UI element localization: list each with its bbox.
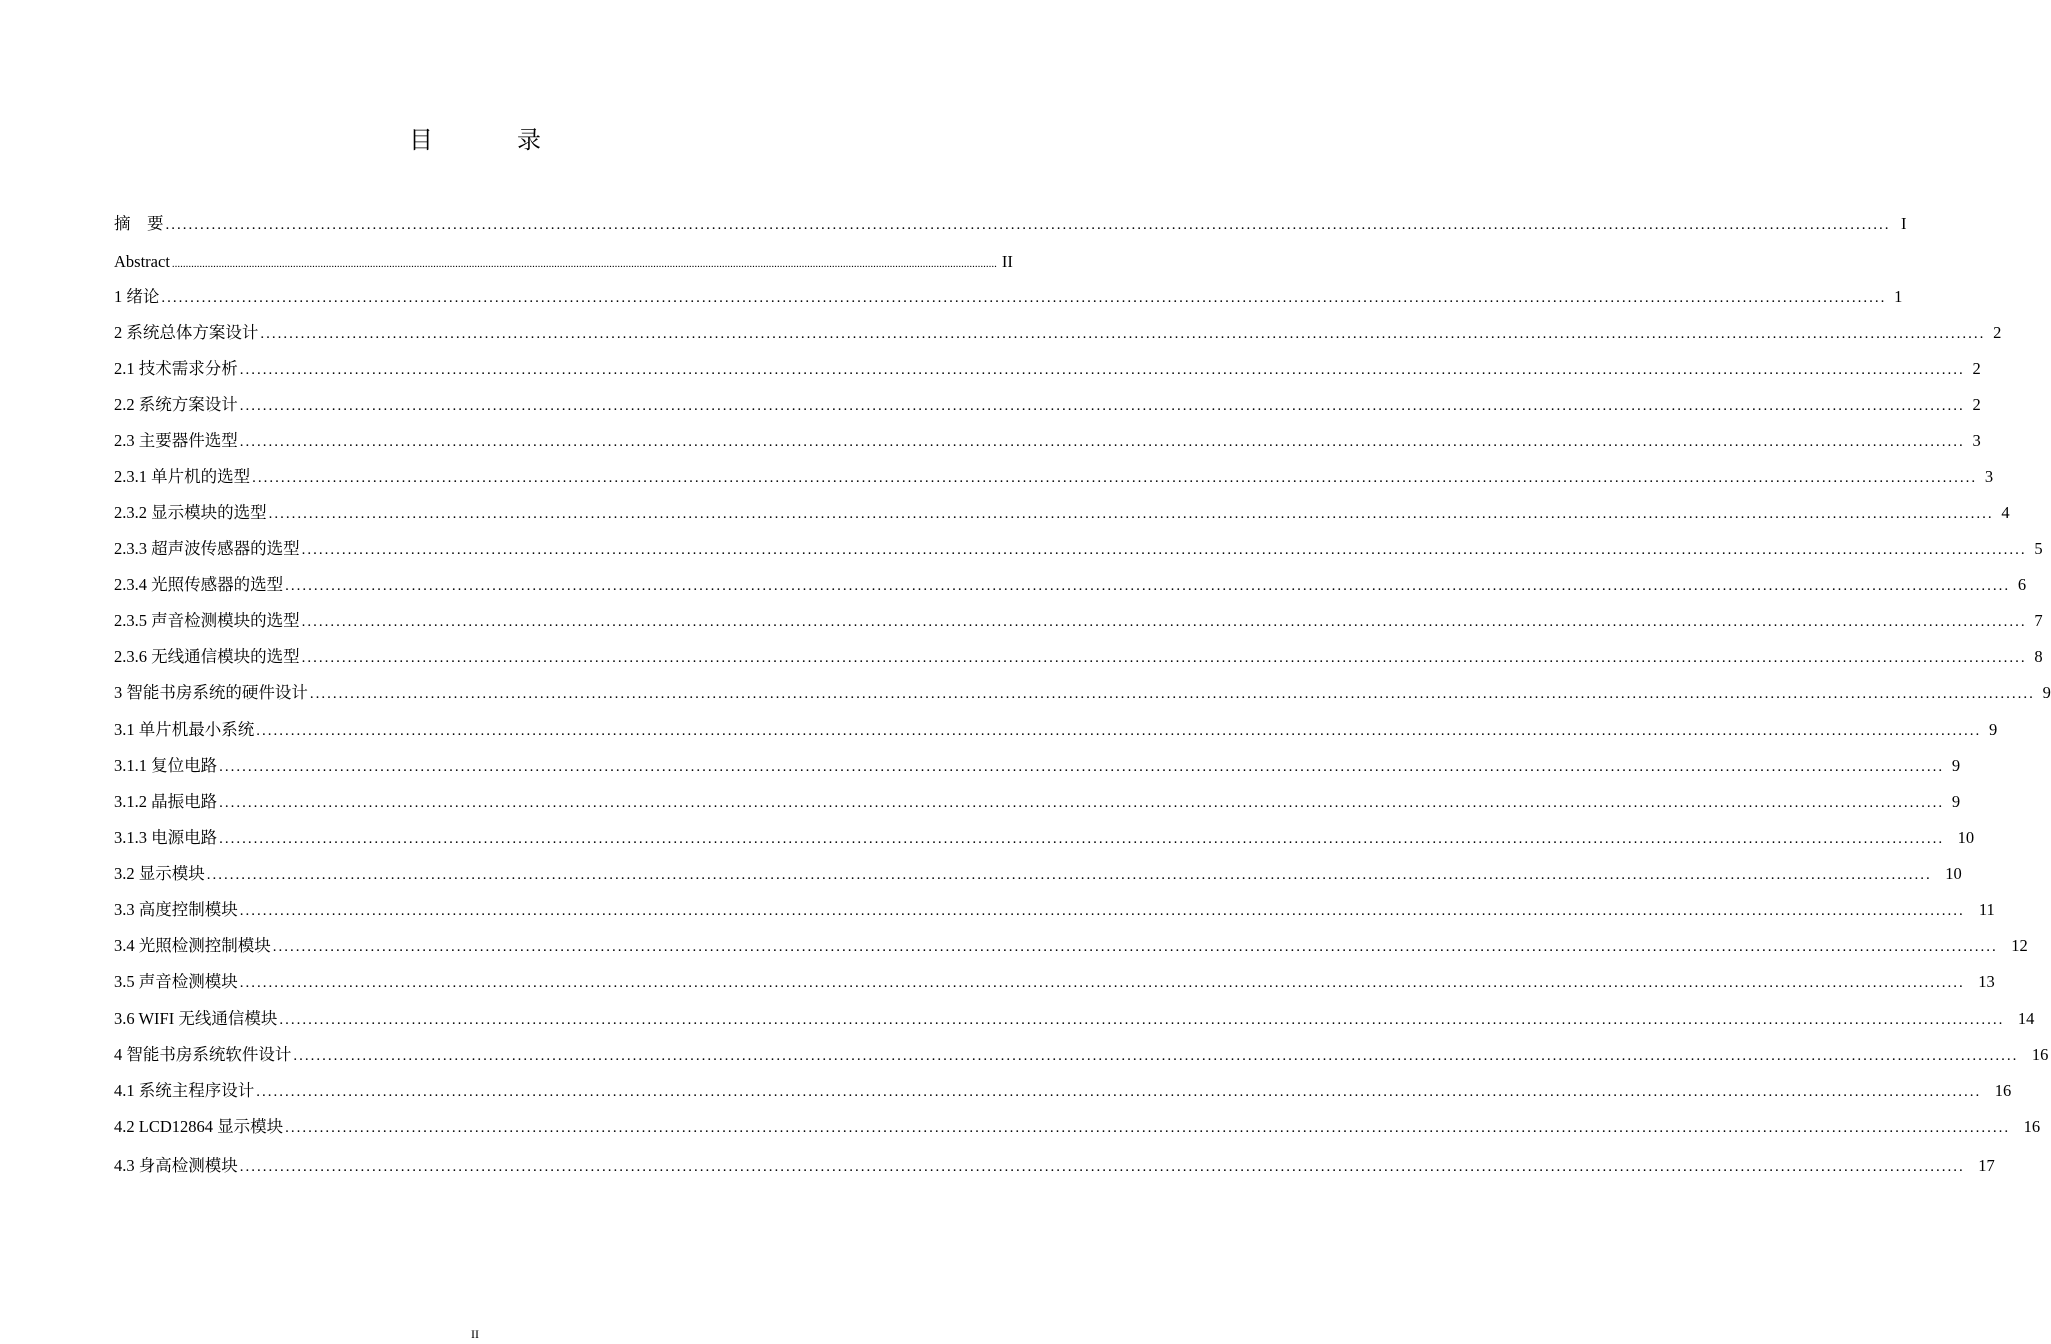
toc-label: Abstract (114, 252, 170, 271)
toc-page-number: 11 (1978, 900, 1995, 919)
toc-label: 2 系统总体方案设计 (114, 323, 259, 342)
toc-row (114, 500, 2010, 526)
toc-label: 1 绪论 (114, 287, 160, 306)
toc-label: 2.3.5 声音检测模块的选型 (114, 611, 300, 630)
toc-leader-dots: ............................................................................................................................................................................................................................................................................................................ (206, 867, 1932, 883)
toc-row (114, 644, 2043, 670)
toc-row (114, 464, 1994, 490)
toc-label: 摘 要 (114, 214, 164, 233)
toc-leader-dots: ............................................................................................................................................................................................................................................................................................................ (260, 326, 1986, 342)
toc-page-number: I (1901, 214, 1907, 233)
toc-page-number: 9 (1951, 756, 1961, 775)
footer-page-number: II (471, 1327, 479, 1341)
toc-leader-dots: ............................................................................................................................................................................................................................................................................................................ (239, 975, 1965, 991)
toc-label: 2.3.6 无线通信模块的选型 (114, 647, 300, 666)
toc-label: 3.1.2 晶振电路 (114, 792, 218, 811)
toc-leader-dots: ............................................................................................................................................................................................................................................................................................................ (301, 614, 2027, 630)
toc-page-number: 3 (1972, 431, 1981, 450)
toc-leader-dots: ............................................................................................................................................................................................................................................................................................................ (309, 686, 2035, 702)
toc-label: 4.3 身高检测模块 (114, 1156, 238, 1175)
toc-label: 2.2 系统方案设计 (114, 395, 238, 414)
page-title: 目 录 (409, 126, 571, 154)
toc-page-number: 1 (1894, 287, 1903, 306)
toc-label: 3.6 WIFI 无线通信模块 (114, 1009, 278, 1028)
toc-page-number: 9 (1989, 720, 1998, 739)
toc-leader-dots: ............................................................................................................................................................................................................................................................................................................ (239, 1159, 1965, 1175)
toc-label: 3.4 光照检测控制模块 (114, 936, 271, 955)
toc-label: 4.1 系统主程序设计 (114, 1081, 255, 1100)
toc-label: 2.3 主要器件选型 (114, 431, 238, 450)
toc-leader-dots: ............................................................................................................................................................................................................................................................................................................ (239, 398, 1965, 414)
toc-row (114, 933, 2028, 959)
toc-page-number: 8 (2034, 647, 2043, 666)
toc-row (114, 825, 1975, 851)
toc-page-number: 12 (2011, 936, 2028, 955)
toc-leader-dots: ............................................................................................................................................................................................................................................................................................................ (161, 290, 1887, 306)
toc-row (114, 861, 1962, 887)
toc-leader-dots: ............................................................................................................................................................................................................................................................................................................ (256, 723, 1982, 739)
toc-page-number: 9 (1951, 792, 1961, 811)
toc-page-number: 7 (2034, 611, 2043, 630)
toc-leader-dots: ............................................................................................................................................................................................................................................................................................................ (301, 542, 2027, 558)
toc-label: 3.1.3 电源电路 (114, 828, 218, 847)
toc-page-number: 16 (2023, 1117, 2041, 1136)
toc-label: 2.3.2 显示模块的选型 (114, 503, 267, 522)
toc-page-number: 13 (1978, 972, 1995, 991)
toc-label: 4 智能书房系统软件设计 (114, 1045, 292, 1064)
toc-row (114, 1078, 2012, 1104)
toc-page-number: 10 (1957, 828, 1975, 847)
toc-leader-dots: ............................................................................................................................................................................................................................................................................................................ (239, 903, 1965, 919)
toc-row (114, 356, 1981, 382)
toc-page-number: 3 (1984, 467, 1994, 486)
toc-leader-dots: ............................................................................................................................................................................................................................................................................................................ (219, 795, 1945, 811)
toc-page-number: 16 (1994, 1081, 2012, 1100)
toc-row (114, 428, 1981, 454)
toc-row (114, 320, 2002, 346)
toc-page-number: 6 (2017, 575, 2027, 594)
toc-row (114, 572, 2027, 598)
toc-row (114, 1042, 2049, 1068)
toc-row (114, 392, 1981, 418)
toc-leader-dots: ............................................................................................................................................................................................................................................................................................................ (239, 362, 1965, 378)
toc-row (114, 717, 1998, 743)
toc-page-number: 2 (1972, 395, 1981, 414)
toc-leader-dots: ............................................................................................................................................................................................................................................................................................................ (293, 1048, 2019, 1064)
toc-label: 3.1 单片机最小系统 (114, 720, 255, 739)
toc-row (114, 608, 2043, 634)
toc-page-number: 2 (1972, 359, 1981, 378)
toc-page-number: 2 (1993, 323, 2002, 342)
toc-page-number: II (1001, 252, 1013, 271)
toc-row (114, 753, 1961, 779)
toc-label: 2.1 技术需求分析 (114, 359, 238, 378)
toc-page-number: 9 (2042, 683, 2051, 702)
toc-leader-dots: ............................................................................................................................................................................................................................................................................................................ (252, 470, 1978, 486)
toc-leader-dots: ............................................................................................................................................................................................................................................................................................................ (219, 759, 1945, 775)
toc-page-number: 17 (1978, 1156, 1995, 1175)
toc-leader-dots: ............................................................................................................................................................................................................................................................................................................ (279, 1012, 2005, 1028)
toc-leader-dots: ............................................................................................................................................................................................................................................................................................................ (239, 434, 1965, 450)
toc-label: 2.3.1 单片机的选型 (114, 467, 251, 486)
toc-leader-dots: ............................................................................................................................................................................................................................................................................................................ (272, 939, 1998, 955)
toc-label: 3.5 声音检测模块 (114, 972, 238, 991)
toc-leader-dots: ............................................................................................................................................................................................................................................................................................................ (268, 506, 1994, 522)
toc-label: 4.2 LCD12864 显示模块 (114, 1117, 284, 1136)
toc-leader-dots: ............................................................................................................................................................................................................................................................................................................ (171, 258, 997, 270)
toc-row (114, 680, 2051, 706)
toc-page-number: 14 (2017, 1009, 2035, 1028)
toc-label: 3.1.1 复位电路 (114, 756, 218, 775)
toc-leader-dots: ............................................................................................................................................................................................................................................................................................................ (301, 650, 2027, 666)
toc-label: 3.2 显示模块 (114, 864, 205, 883)
toc-page-number: 4 (2001, 503, 2010, 522)
toc-leader-dots: ............................................................................................................................................................................................................................................................................................................ (256, 1084, 1982, 1100)
toc-row (114, 211, 1907, 237)
toc-row (114, 969, 1995, 995)
toc-row (114, 536, 2043, 562)
toc-label: 2.3.4 光照传感器的选型 (114, 575, 284, 594)
toc-label: 2.3.3 超声波传感器的选型 (114, 539, 300, 558)
toc-leader-dots: ............................................................................................................................................................................................................................................................................................................ (219, 831, 1945, 847)
toc-leader-dots: ............................................................................................................................................................................................................................................................................................................ (285, 578, 2011, 594)
toc-row (114, 1006, 2035, 1032)
toc-page-number: 10 (1945, 864, 1962, 883)
toc-row (114, 897, 1995, 923)
toc-row (114, 249, 1013, 275)
toc-row (114, 284, 1903, 310)
toc-row (114, 1153, 1995, 1179)
toc-label: 3.3 高度控制模块 (114, 900, 238, 919)
toc-leader-dots: ............................................................................................................................................................................................................................................................................................................ (165, 217, 1891, 233)
toc-label: 3 智能书房系统的硬件设计 (114, 683, 308, 702)
toc-leader-dots: ............................................................................................................................................................................................................................................................................................................ (285, 1120, 2011, 1136)
toc-page-number: 5 (2034, 539, 2043, 558)
toc-row (114, 789, 1961, 815)
toc-page-number: 16 (2031, 1045, 2049, 1064)
toc-row (114, 1114, 2041, 1140)
